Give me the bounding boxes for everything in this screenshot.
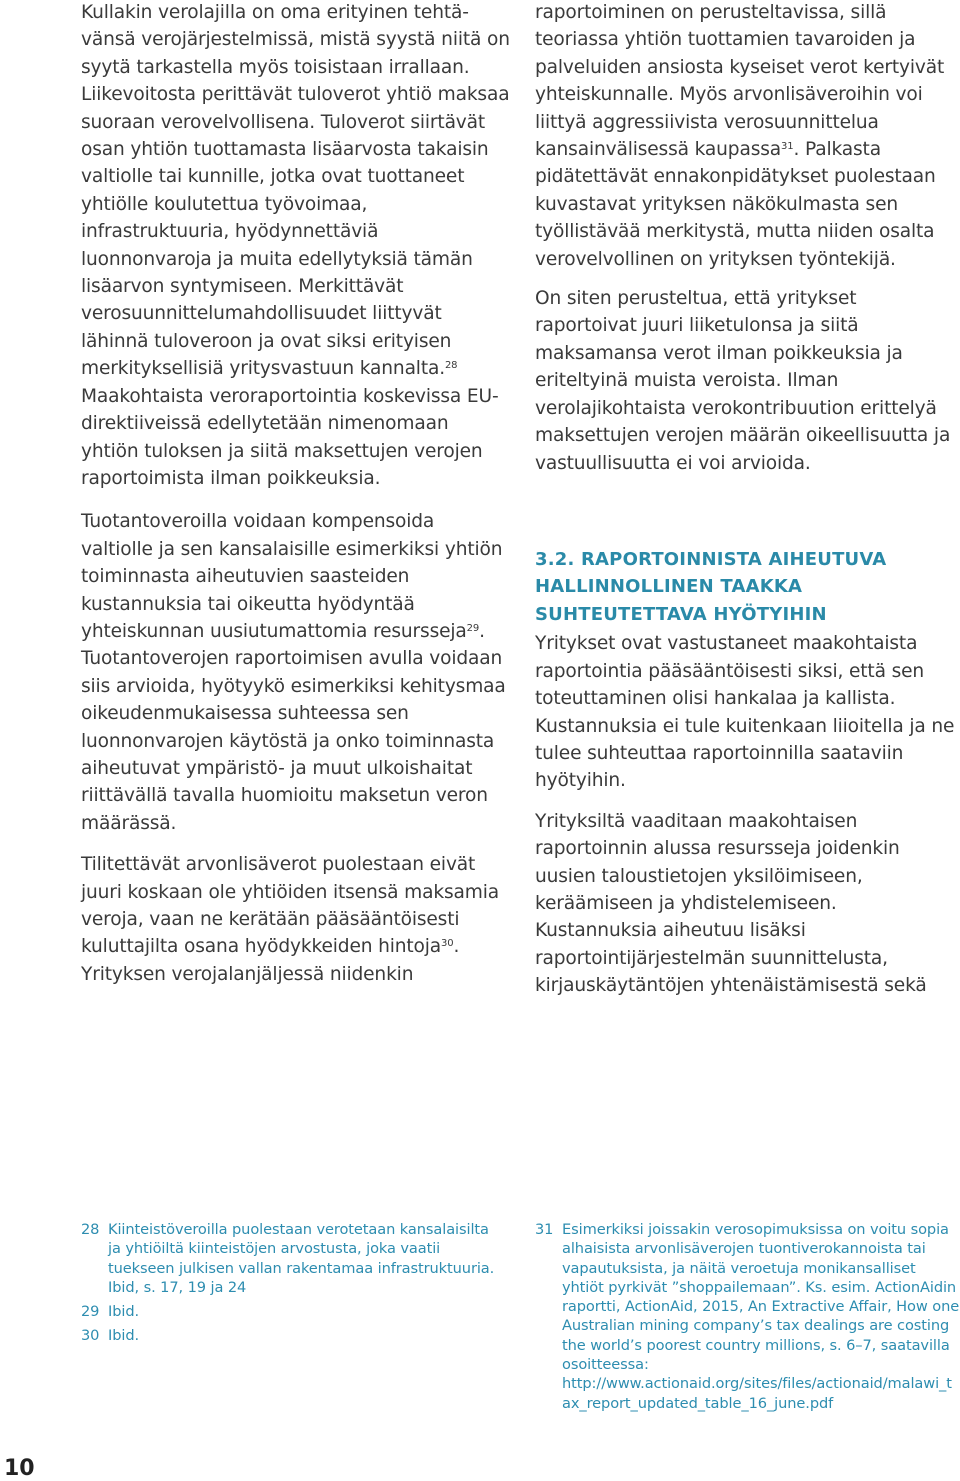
heading-line-2: HALLINNOLLINEN TAAKKA — [535, 576, 803, 598]
footnote-ref-31[interactable]: 31 — [781, 141, 794, 153]
left-paragraph-3 — [81, 851, 511, 988]
text-run: Tuotantoveroilla voidaan kompensoida valtiolle ja sen kansalaisille esimerkiksi yhtiön toiminnasta aiheutuvien saasteiden kustannuksia tai oikeutta hyödyntää yhteiskunnan uusiutumattomia resursseja — [81, 511, 503, 642]
right-paragraph-2: On siten perusteltua, että yritykset raportoivat juuri liiketulonsa ja siitä maksamansa verot ilman poikkeuksia ja eriteltyinä muista veroista. Ilman verolajikohtaista verokontribuution erittelyä maksettujen verojen määrän oikeellisuutta ja vastuullisuutta ei voi arvioida. — [535, 288, 951, 474]
footnote-28 — [81, 1220, 506, 1297]
left-paragraph-1 — [81, 0, 511, 492]
right-column — [535, 0, 960, 1000]
footnote-ref-29[interactable]: 29 — [466, 622, 480, 634]
footnote-text: Ibid. — [108, 1303, 140, 1321]
left-paragraph-2 — [81, 508, 511, 837]
footnote-number: 28 — [81, 1221, 100, 1238]
footnote-number: 29 — [81, 1303, 100, 1321]
right-paragraph-1 — [535, 0, 960, 273]
heading-line-1: 3.2. RAPORTOINNISTA AIHEUTUVA — [535, 548, 887, 570]
section-heading — [535, 546, 960, 629]
footnote-ref-28[interactable]: 28 — [444, 360, 458, 372]
footnote-number: 31 — [535, 1221, 554, 1238]
footnote-text: Esimerkiksi joissakin verosopimuksissa on voitu sopia alhaisista arvonlisäverojen tuontiverokannoista tai vapautuksista, ja näitä veroetuja monikansalliset yhtiöt pyrkivät ”shoppailemaan”. Ks. esim. ActionAidin raportti, ActionAid, 2015, An Extractive Affair, How one Australian mining company’s tax dealings are costing the world’s poorest country millions, s. 6–7, saatavilla osoitteessa: http://www.actionaid.org/sites/files/actionaid/malawi_tax_report_updated_table_16_june.pdf — [562, 1221, 960, 1412]
text-run: Tilitettävät arvonlisäverot puolestaan eivät juuri koskaan ole yhtiöiden itsensä maksamia veroja, vaan ne kerätään pääsääntöisesti kuluttajilta osana hyödykkeiden hintoja — [81, 854, 499, 958]
text-run: raportoiminen on perusteltavissa, sillä teoriassa yhtiön tuottamien tavaroiden ja palveluiden ansiosta kyseiset verot kertyivät yhteiskunnalle. Myös arvonlisäveroihin voi liittyä aggressiivista verosuunnittelua kansainvälisessä kaupassa — [535, 2, 945, 161]
text-run: Kullakin verolajilla on oma erityinen tehtävänsä verojärjestelmissä, mistä syystä niitä on syytä tarkastella myös toisistaan irrallaan. Liikevoitosta perittävät tuloverot yhtiö maksaa suoraan verovelvollisena. Tuloverot siirtävät osan yhtiön tuottamasta lisäarvosta takaisin valtiolle tai kunnille, jotka ovat tuottaneet yhtiölle koulutettua työvoimaa, infrastruktuuria, hyödynnettäviä luonnonvaroja ja muita edellytyksiä tämän lisäarvon syntymiseen. Merkittävät verosuunnittelumahdollisuudet liittyvät lähinnä tuloveroon ja ovat siksi erityisen merkityksellisiä yritysvastuun kannalta. — [81, 2, 510, 380]
left-column — [81, 0, 511, 988]
page-number: 10 — [4, 1456, 35, 1481]
footnotes-right — [535, 1220, 960, 1413]
text-run: . Yrityksen verojalanjäljessä niidenkin — [81, 936, 460, 985]
text-run: . Tuotantoverojen raportoimisen avulla voidaan siis arvioida, hyötyykö esimerkiksi kehitysmaa oikeudenmukaisessa suhteessa sen luonnonvarojen käytöstä ja onko toiminnasta aiheutuvat ympäristö- ja muut ulkoishaitat riittävällä tavalla huomioitu maksetun veron määrässä. — [81, 620, 506, 834]
footnotes-left — [81, 1220, 506, 1346]
footnote-30 — [81, 1326, 506, 1345]
footnote-text: Kiinteistöveroilla puolestaan verotetaan kansalaisilta ja yhtiöiltä kiinteistöjen arvostusta, joka vaatii tuekseen julkisen vallan rakentamaa infrastruktuuria. Ibid, s. 17, 19 ja 24 — [108, 1221, 495, 1296]
footnote-number: 30 — [81, 1327, 100, 1345]
right-paragraph-4: Yrityksiltä vaaditaan maakohtaisen raportoinnin alussa resursseja joidenkin uusien taloustietojen yksilöimiseen, keräämiseen ja yhdistelemiseen. Kustannuksia aiheutuu lisäksi raportointijärjestelmän suunnittelusta, kirjauskäytäntöjen yhtenäistämisestä sekä — [535, 810, 927, 997]
text-run: . Palkasta pidätettävät ennakonpidätykset puolestaan kuvastavat yrityksen näkökulmasta sen työllistävää merkitystä, mutta niiden osalta verovelvollinen on yrityksen työntekijä. — [535, 139, 936, 270]
footnote-29 — [81, 1302, 506, 1321]
footnote-text: Ibid. — [108, 1327, 140, 1345]
text-run: Maakohtaista veroraportointia koskevissa EU-direktiiveissä edellytetään nimenomaan yhtiön tuloksen ja siitä maksettujen verojen raportoimista ilman poikkeuksia. — [81, 385, 499, 489]
heading-line-3: SUHTEUTETTAVA HYÖTYIHIN — [535, 603, 827, 625]
right-paragraph-3: Yritykset ovat vastustaneet maakohtaista raportointia pääsääntöisesti siksi, että sen toteuttaminen olisi hankalaa ja kallista. Kustannuksia ei tule kuitenkaan liioitella ja ne tulee suhteuttaa raportoinnilla saataviin hyötyihin. — [535, 633, 955, 792]
footnote-ref-30[interactable]: 30 — [441, 938, 454, 950]
footnote-31 — [535, 1220, 960, 1413]
